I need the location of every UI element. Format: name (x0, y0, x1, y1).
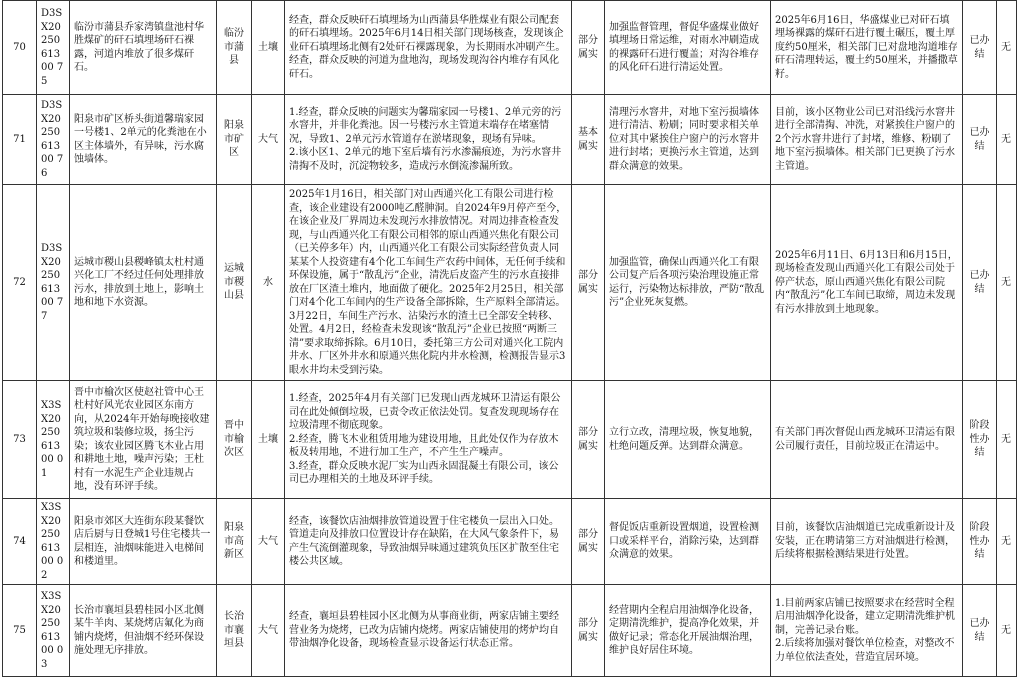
investigation-findings-cell: 经查，该餐饮店油烟排放管道设置于住宅楼负一层出入口处。管道走向及排放口位置设计存在缺陷，在大风气象条件下，易产生气流倒灌现象，导致油烟异味通过建筑负压区扩散至住宅楼公共区域。 (285, 499, 572, 585)
complaint-content-cell: 晋中市榆次区使赵社管中心王杜村好风光农业园区东南方向，从2024年开始每晚接收建筑垃圾和装修垃圾，扬尘污染；该农业园区腾飞木业占用和耕地土地，噪声污染；王杜村有一水泥生产企业违规占地，没有环评手续。 (70, 381, 217, 499)
case-code-cell: D3SX2025061300 75 (37, 1, 70, 95)
table-row (3, 1, 1017, 95)
complaint-table (2, 0, 1017, 677)
rectification-measures-cell: 清理污水窨井，对地下室污损墙体进行清洁、粉刷；同时要求相关单位对其中紧挨住户窗户的污水窨井进行封堵；更换污水主管道，达到群众满意的效果。 (605, 95, 771, 185)
rectification-progress-cell: 2025年6月11日、6月13日和6月15日，现场检查发现山西通兴化工有限公司处于停产状态，原山西通兴焦化有限公司院内“散乱污”化工车间已取缔，周边未发现有污水排放到土地现象。 (771, 185, 963, 381)
rectification-progress-cell: 目前，该小区物业公司已对沿线污水窨井进行全部清掏、冲洗，对紧挨住户窗户的2个污水窨井进行了封堵，维修、粉刷了地下室污损墙体。相关部门已更换了污水主管道。 (771, 95, 963, 185)
row-number-cell: 74 (3, 499, 37, 585)
investigation-findings-cell: 1.经查，2025年4月有关部门已发现山西龙城环卫清运有限公司在此处倾倒垃圾，已责令改正依法处罚。复查发现现场存在垃圾清理不彻底现象。 2.经查，腾飞木业租赁用地为建设用地，且此处仅作为存放木板及转用地，不进行加工生产，不产生生产噪声。 3.经查，群众反映水泥厂实为山西永固混凝土有限公司，该公司已办理相关的土地及环评手续。 (285, 381, 572, 499)
rectification-progress-cell: 目前，该餐饮店油烟道已完成重新设计及安装，正在聘请第三方对油烟进行检测，后续将根据检测结果进行处置。 (771, 499, 963, 585)
rectification-progress-cell: 1.目前两家店铺已按照要求在经营时全程启用油烟净化设备，建立定期清洗维护机制，完善记录台账。 2.后续将加强对餐饮单位检查，对整改不力单位依法查处，营造宜居环境。 (771, 585, 963, 677)
pollution-type-cell: 土壤 (252, 1, 285, 95)
table-row (3, 95, 1017, 185)
accountability-cell: 无 (997, 95, 1017, 185)
accountability-cell: 无 (997, 185, 1017, 381)
investigation-findings-cell: 经查，襄垣县碧桂园小区北侧为从事商业街，两家店铺主要经营业务为烧烤，已改为店铺内烧烤。两家店铺使用的烤炉均自带油烟净化设备，现场检查显示设备运行状态正常。 (285, 585, 572, 677)
rectification-progress-cell: 有关部门再次督促山西龙城环卫清运有限公司履行责任，目前垃圾正在清运中。 (771, 381, 963, 499)
verification-result-cell: 部分属实 (572, 1, 605, 95)
row-number-cell: 71 (3, 95, 37, 185)
complaint-content-cell: 运城市稷山县稷峰镇太杜村通兴化工厂不经过任何处理排放污水，排放到土地上，影响土地和地下水资源。 (70, 185, 217, 381)
verification-result-cell: 部分属实 (572, 185, 605, 381)
complaint-content-cell: 阳泉市郊区大连街东段某餐饮店后厨与日登城1号住宅楼共一层相连，油烟味能进入电梯间和楼道里。 (70, 499, 217, 585)
verification-result-cell: 部分属实 (572, 585, 605, 677)
row-number-cell: 75 (3, 585, 37, 677)
rectification-progress-cell: 2025年6月16日，华盛煤业已对矸石填埋场裸露的煤矸石进行覆土碾压，覆土厚度约50厘米，相关部门已对盘地沟道堆存矸石清理转运，覆土约50厘米，并播撒草籽。 (771, 1, 963, 95)
pollution-type-cell: 大气 (252, 499, 285, 585)
verification-result-cell: 部分属实 (572, 381, 605, 499)
case-code-cell: X3SX2025061300 03 (37, 585, 70, 677)
completion-status-cell: 阶段性办结 (963, 499, 997, 585)
accountability-cell: 无 (997, 585, 1017, 677)
table-row (3, 499, 1017, 585)
pollution-type-cell: 土壤 (252, 381, 285, 499)
investigation-findings-cell: 1.经查，群众反映的问题实为馨瑞家园一号楼1、2单元旁的污水窨井，并非化粪池。因一号楼污水主管道末端存在堵塞情况，导致1、2单元污水管道存在淤堵现象，现场有异味。 2.该小区1、2单元的地下室后墙有污水渗漏痕迹，为污水窨井清掏不及时，沉淀物较多，造成污水倒流渗漏所致。 (285, 95, 572, 185)
table-row (3, 585, 1017, 677)
row-number-cell: 72 (3, 185, 37, 381)
case-code-cell: D3SX2025061300 77 (37, 185, 70, 381)
verification-result-cell: 基本属实 (572, 95, 605, 185)
table-row (3, 185, 1017, 381)
rectification-measures-cell: 督促饭店重新设置烟道，设置检测口或采样平台，消除污染，达到群众满意的效果。 (605, 499, 771, 585)
completion-status-cell: 已办结 (963, 95, 997, 185)
accountability-cell: 无 (997, 499, 1017, 585)
table-row (3, 381, 1017, 499)
region-cell: 晋中市榆次区 (217, 381, 252, 499)
investigation-findings-cell: 2025年1月16日，相关部门对山西通兴化工有限公司进行检查，该企业建设有2000吨乙醛胂洞。自2024年9月停产至今，在该企业及厂界周边未发现污水排放情况。对周边排查检查发现，与山西通兴化工有限公司相邻的原山西通兴焦化有限公司（已关停多年）内，山西通兴化工有限公司实际经营负责人同某某个人投资建有4个化工车间生产农药中间体，无任何手续和环保设施，属于“散乱污”企业，清洗后皮盗产生的污水直接排放在厂区渣土堆内，地面做了硬化。2025年2月25日，相关部门对4个化工车间内的生产设备全部拆除，生产原料全部清运。3月22日，车间生产污水、沾染污水的渣土已全部安全转移、处置。4月2日，经检查未发现该“散乱污”企业已按照“两断三清”要求取缔拆除。6月10日，委托第三方公司对通兴化工院内井水、厂区外井水和原通兴焦化院内井水检测，检测报告显示3眼水井均未受到污染。 (285, 185, 572, 381)
region-cell: 阳泉市矿区 (217, 95, 252, 185)
accountability-cell: 无 (997, 1, 1017, 95)
completion-status-cell: 阶段性办结 (963, 381, 997, 499)
complaint-content-cell: 长治市襄垣县碧桂园小区北侧某牛羊肉、某烧烤店氟化为商铺内烧烤，但油烟不经环保设施处理无序排放。 (70, 585, 217, 677)
region-cell: 临汾市蒲县 (217, 1, 252, 95)
accountability-cell: 无 (997, 381, 1017, 499)
row-number-cell: 73 (3, 381, 37, 499)
region-cell: 阳泉市高新区 (217, 499, 252, 585)
pollution-type-cell: 水 (252, 185, 285, 381)
pollution-type-cell: 大气 (252, 585, 285, 677)
verification-result-cell: 部分属实 (572, 499, 605, 585)
region-cell: 运城市稷山县 (217, 185, 252, 381)
completion-status-cell: 已办结 (963, 1, 997, 95)
completion-status-cell: 已办结 (963, 585, 997, 677)
case-code-cell: D3SX2025061300 76 (37, 95, 70, 185)
region-cell: 长治市襄垣县 (217, 585, 252, 677)
row-number-cell: 70 (3, 1, 37, 95)
rectification-measures-cell: 加强监督管理，督促华盛煤业做好填埋场日常运维，对雨水冲刷造成的裸露矸石进行覆盖；对沟谷堆存的风化矸石进行清运处置。 (605, 1, 771, 95)
case-code-cell: X3SX2025061300 01 (37, 381, 70, 499)
investigation-findings-cell: 经查，群众反映矸石填埋场为山西蒲县华胜煤业有限公司配套的矸石填埋场。2025年6月14日相关部门现场核查，发现该企业矸石填埋场北侧有2处矸石裸露现象，为长期雨水冲刷产生。经查，群众反映的河道为盘地沟，现场发现沟谷内堆存有风化矸石。 (285, 1, 572, 95)
pollution-type-cell: 大气 (252, 95, 285, 185)
completion-status-cell: 已办结 (963, 185, 997, 381)
rectification-measures-cell: 加强监管，确保山西通兴化工有限公司复产后各项污染治理设施正常运行，污染物达标排放，严防“散乱污”企业死灰复燃。 (605, 185, 771, 381)
complaint-content-cell: 阳泉市矿区桥头街道馨瑞家园一号楼1、2单元的化粪池在小区主体墙外，有异味，污水腐蚀墙体。 (70, 95, 217, 185)
rectification-measures-cell: 经营期内全程启用油烟净化设备，定期清洗维护，提高净化效果，并做好记录；常态化开展油烟治理，维护良好居住环境。 (605, 585, 771, 677)
complaint-content-cell: 临汾市蒲县乔家湾镇盘池村华胜煤矿的矸石填埋场矸石裸露，河道内堆放了很多煤矸石。 (70, 1, 217, 95)
case-code-cell: X3SX2025061300 02 (37, 499, 70, 585)
rectification-measures-cell: 立行立改，清理垃圾，恢复地貌，杜绝问题反弹。达到群众满意。 (605, 381, 771, 499)
